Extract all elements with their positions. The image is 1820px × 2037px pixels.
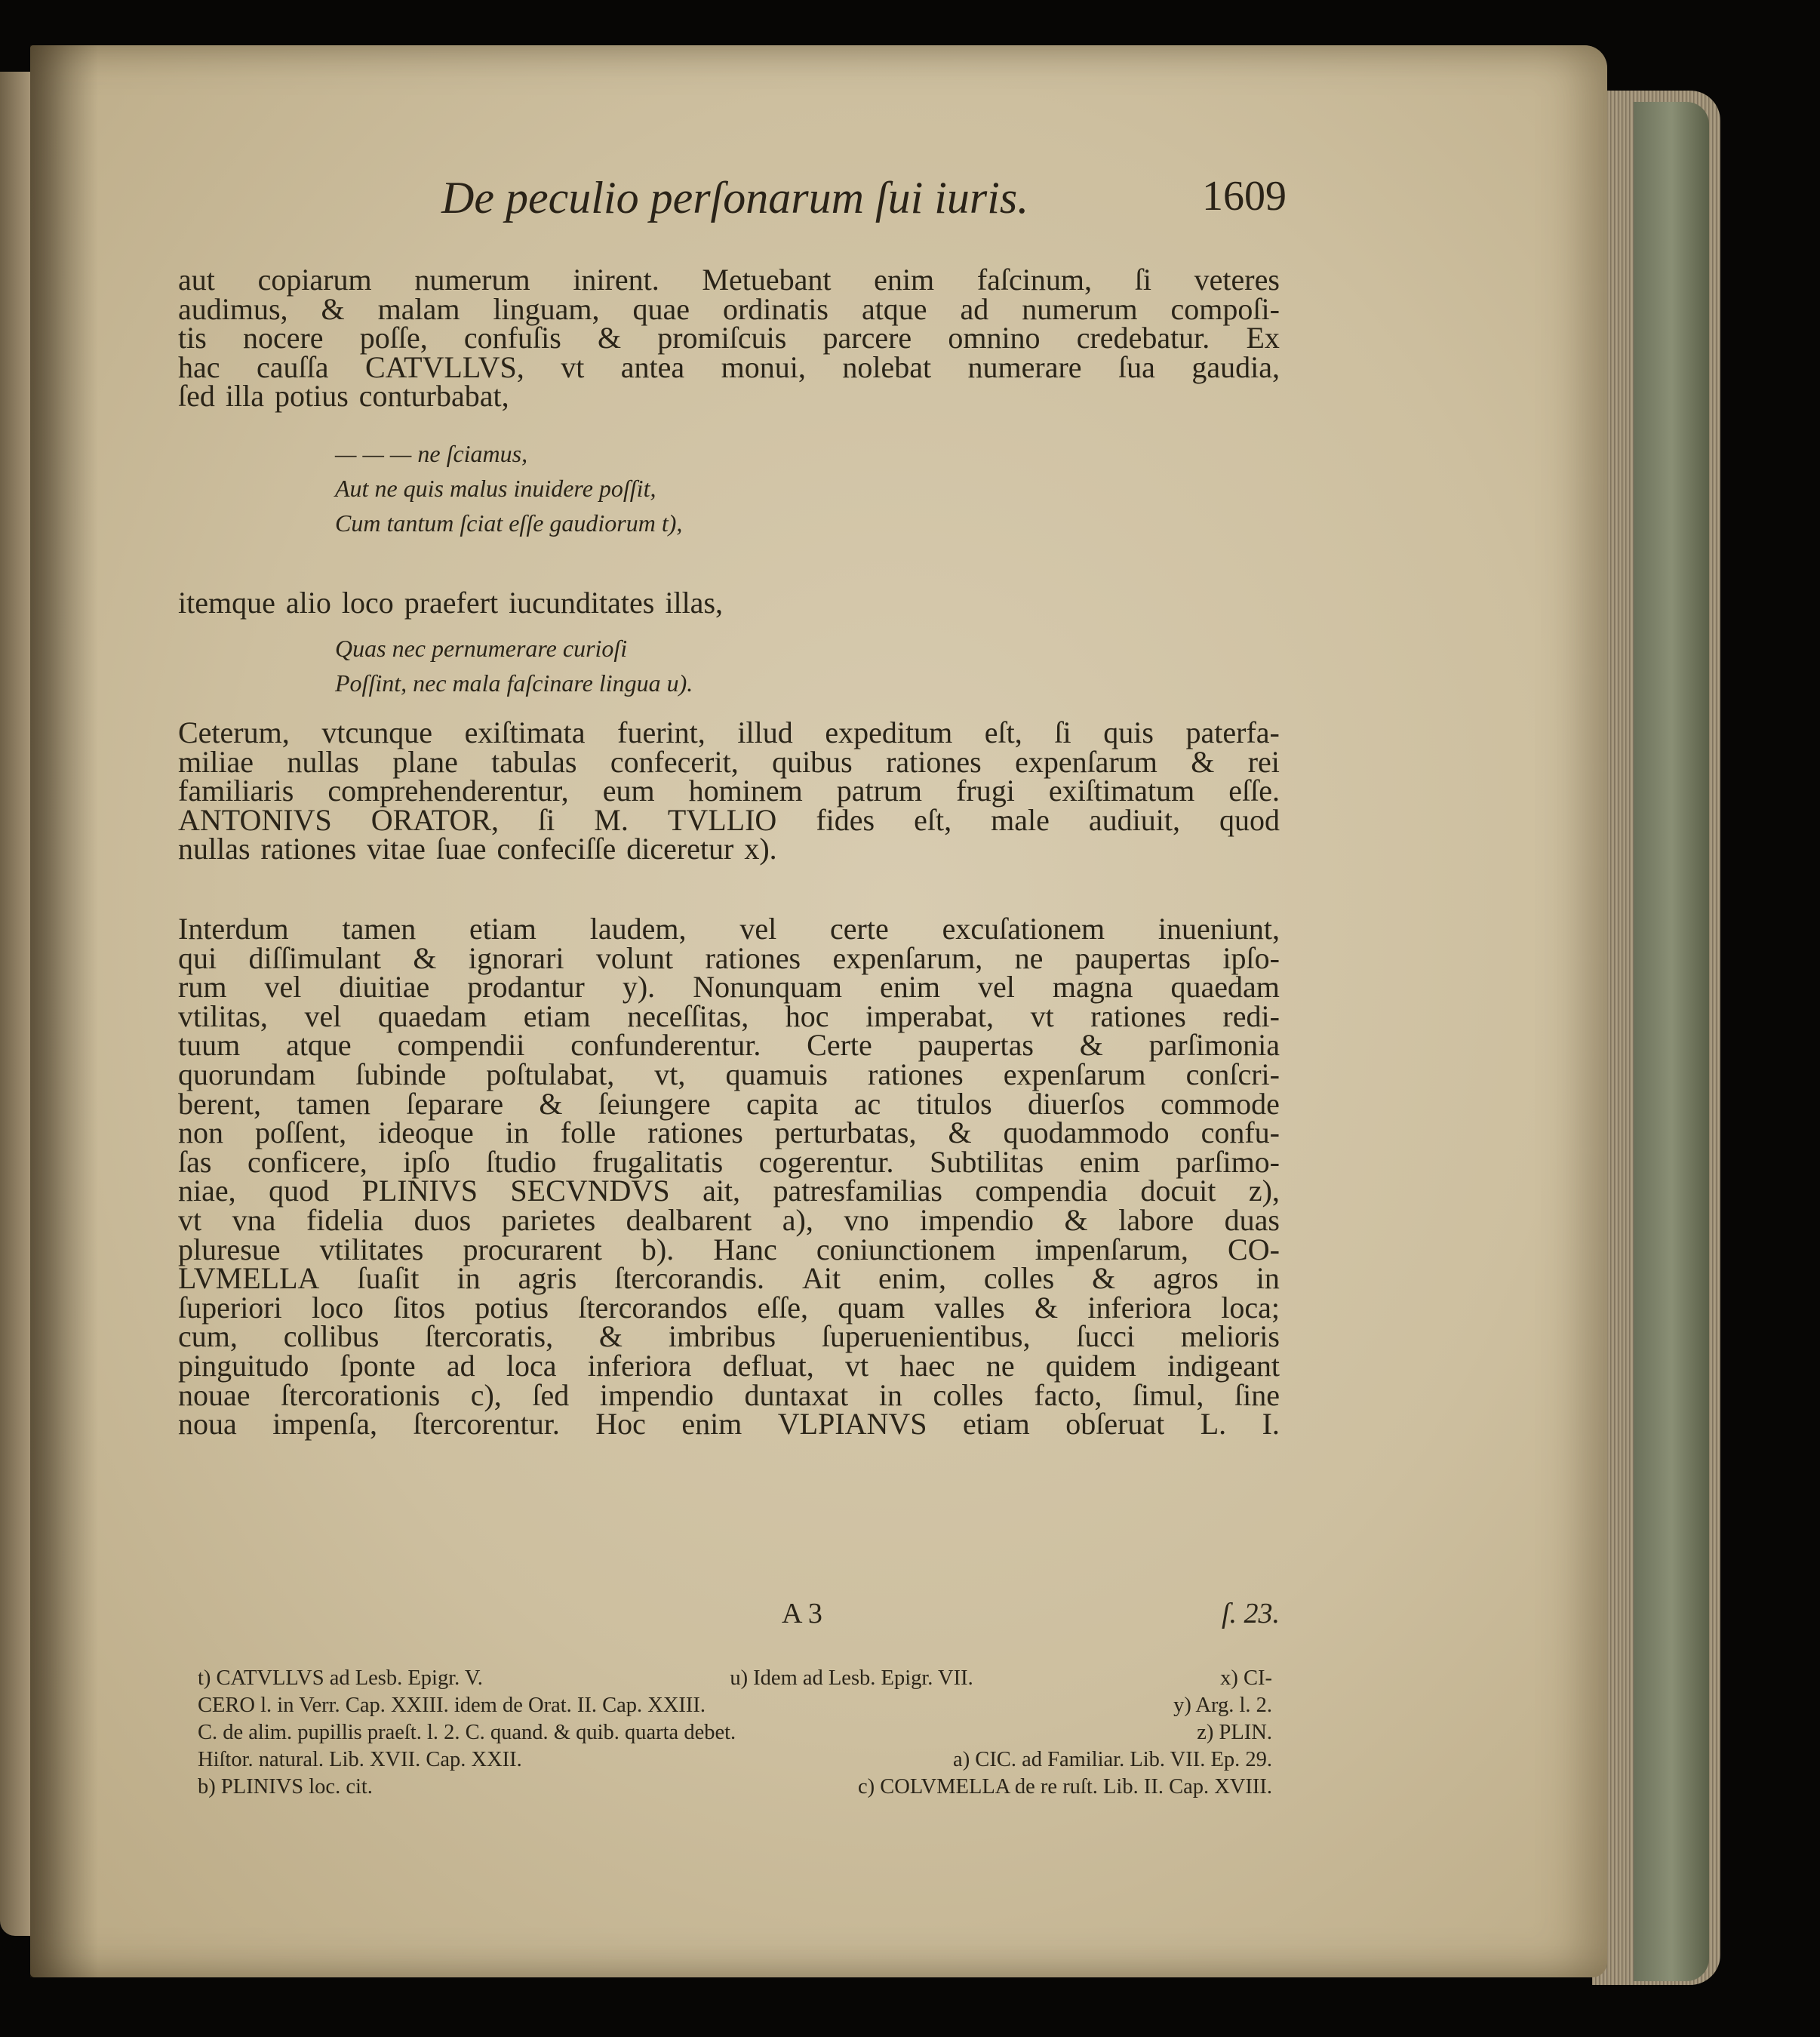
text-line: — — — ne ſciamus,: [335, 440, 528, 467]
text-line: itemque alio loco praefert iucunditates illas,: [178, 586, 724, 620]
text-line: cum, collibus ſtercoratis, & imbribus ſuperuenientibus, ſucci melioris: [178, 1319, 1280, 1354]
text-line: pinguitudo ſponte ad loca inferiora defluat, vt haec ne quidem indigeant: [178, 1348, 1280, 1383]
paragraph-2: [178, 586, 1280, 620]
text-line: ANTONIVS ORATOR, ſi M. TVLLIO fides eſt, male audiuit, quod: [178, 802, 1280, 837]
text-line: ſas conficere, ipſo ſtudio frugalitatis cogerentur. Subtilitas enim parſimo-: [178, 1144, 1280, 1179]
text-line: qui diſſimulant & ignorari volunt rationes expenſarum, ne paupertas ipſo-: [178, 940, 1280, 975]
page-gutter-shadow: [30, 45, 98, 1977]
text-line: non poſſent, ideoque in folle rationes perturbatas, & quodammodo confu-: [178, 1115, 1280, 1150]
text-line: niae, quod PLINIVS SECVNDVS ait, patresfamilias compendia docuit z),: [178, 1174, 1280, 1208]
text-line: noua impenſa, ſtercorentur. Hoc enim VLPIANVS etiam obſeruat L. I.: [178, 1407, 1280, 1442]
text-line: pluresue vtilitates procurarent b). Hanc coniunctionem impenſarum, CO-: [178, 1232, 1280, 1266]
signature-line: [178, 1597, 1280, 1630]
footnote-line: CERO l. in Verr. Cap. XXIII. idem de Orat. II. Cap. XXIII. y) Arg. l. 2.: [198, 1694, 1272, 1717]
page-number: 1609: [1202, 173, 1287, 220]
text-line: nullas rationes vitae ſuae confeciſſe diceretur x).: [178, 832, 777, 866]
text-line: familiaris comprehenderentur, eum hominem patrum frugi exiſtimatum eſſe.: [178, 774, 1280, 808]
paragraph-4: [178, 912, 1280, 1442]
text-line: ſed illa potius conturbabat,: [178, 379, 509, 414]
running-head-title: De peculio perſonarum ſui iuris.: [441, 173, 1029, 223]
paragraph-1: [178, 263, 1280, 414]
text-line: miliae nullas plane tabulas confecerit, quibus rationes expenſarum & rei: [178, 744, 1280, 779]
signature-mark: A 3: [782, 1598, 822, 1629]
text-line: vtilitas, vel quaedam etiam neceſſitas, hoc imperabat, vt rationes redi-: [178, 998, 1280, 1033]
running-head: [441, 172, 1287, 225]
text-line: Aut ne quis malus inuidere poſſit,: [335, 475, 656, 502]
paragraph-3: [178, 715, 1280, 866]
footnote-line: t) CATVLLVS ad Lesb. Epigr. V. u) Idem ad Lesb. Epigr. VII. x) CI-: [198, 1666, 1272, 1690]
text-line: aut copiarum numerum inirent. Metuebant enim faſcinum, ſi veteres: [178, 263, 1280, 297]
text-line: tuum atque compendii confunderentur. Certe paupertas & parſimonia: [178, 1028, 1280, 1063]
text-line: vt vna fidelia duos parietes dealbarent a), vno impendio & labore duas: [178, 1202, 1280, 1237]
verse-quote-2: [335, 631, 693, 700]
footnotes: [198, 1665, 1272, 1801]
verse-quote-1: [335, 436, 682, 540]
footnote-line: b) PLINIVS loc. cit. c) COLVMELLA de re ruſt. Lib. II. Cap. XVIII.: [198, 1775, 1272, 1799]
text-line: nouae ſtercorationis c), ſed impendio duntaxat in colles facto, ſimul, ſine: [178, 1377, 1280, 1412]
text-line: Quas nec pernumerare curioſi: [335, 635, 628, 662]
text-line: rum vel diuitiae prodantur y). Nonunquam enim vel magna quaedam: [178, 970, 1280, 1005]
text-line: Interdum tamen etiam laudem, vel certe excuſationem inueniunt,: [178, 912, 1280, 946]
text-line: hac cauſſa CATVLLVS, vt antea monui, nolebat numerare ſua gaudia,: [178, 349, 1280, 384]
text-line: ſuperiori loco ſitos potius ſtercorandos eſſe, quam valles & inferiora loca;: [178, 1290, 1280, 1325]
text-line: Ceterum, vtcunque exiſtimata fuerint, illud expeditum eſt, ſi quis paterfa-: [178, 715, 1280, 749]
text-line: berent, tamen ſeparare & ſeiungere capita ac titulos diuerſos commode: [178, 1086, 1280, 1121]
footnote-line: Hiſtor. natural. Lib. XVII. Cap. XXII. a) CIC. ad Familiar. Lib. VII. Ep. 29.: [198, 1748, 1272, 1771]
text-line: tis nocere poſſe, confuſis & promiſcuis parcere omnino credebatur. Ex: [178, 321, 1280, 355]
catchword: ſ. 23.: [1221, 1598, 1280, 1629]
text-line: Cum tantum ſciat eſſe gaudiorum t),: [335, 509, 683, 537]
footnote-line: C. de alim. pupillis praeſt. l. 2. C. quand. & quib. quarta debet. z) PLIN.: [198, 1721, 1272, 1744]
book-cover: [1634, 102, 1709, 1981]
text-line: Poſſint, nec mala faſcinare lingua u).: [335, 669, 693, 697]
text-line: audimus, & malam linguam, quae ordinatis atque ad numerum compoſi-: [178, 291, 1280, 326]
text-line: LVMELLA ſuaſit in agris ſtercorandis. Ait enim, colles & agros in: [178, 1261, 1280, 1296]
text-line: quorundam ſubinde poſtulabat, vt, quamuis rationes expenſarum conſcri-: [178, 1057, 1280, 1091]
